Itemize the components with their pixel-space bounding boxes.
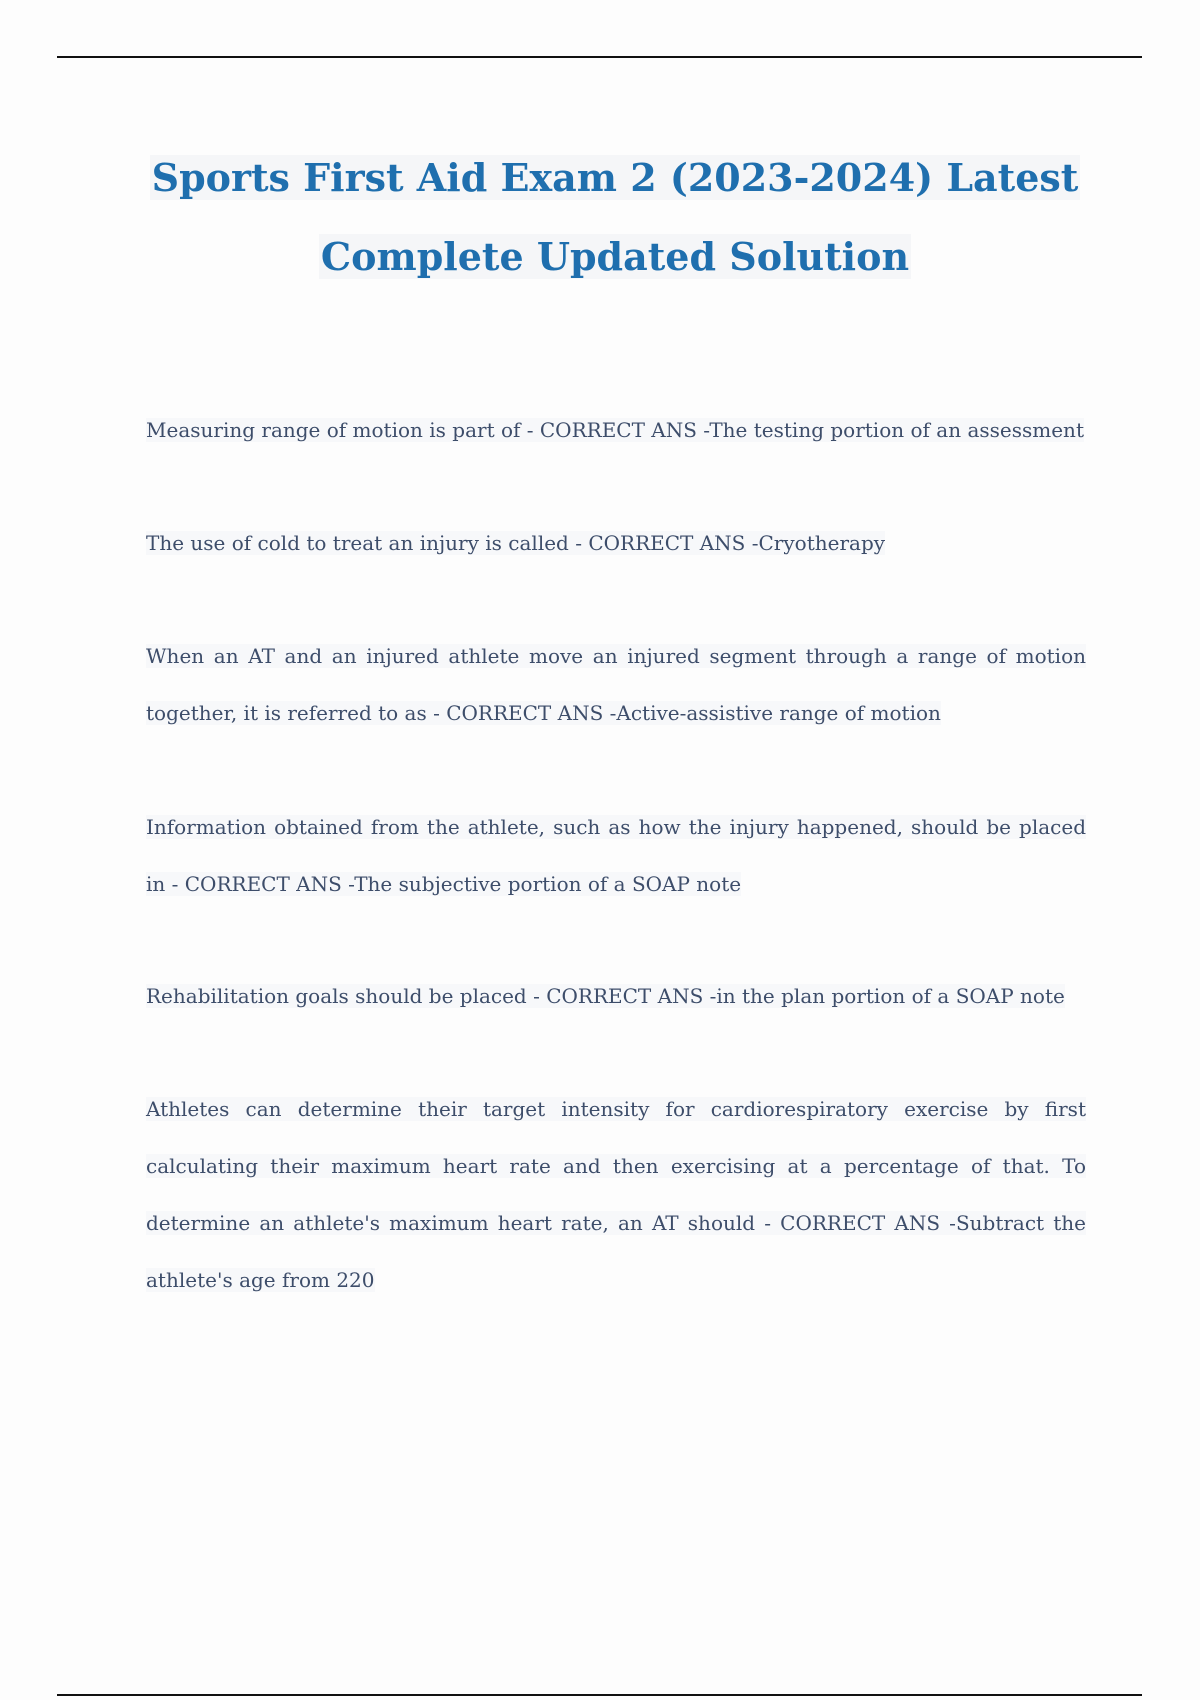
qa-entry-2 [146, 515, 1086, 572]
title-line-2: Complete Updated Solution [320, 234, 910, 279]
qa-entry-4-text: Information obtained from the athlete, such as how the injury happened, should be placed in - CORRECT ANS -The subjective portion of a SOAP note [146, 815, 1086, 896]
qa-entry-6-text: Athletes can determine their target intensity for cardiorespiratory exercise by first calculating their maximum heart rate and then exercising at a percentage of that. To determine an athlete's maximum heart rate, an AT should - CORRECT ANS -Subtract the athlete's age from 220 [146, 1097, 1086, 1292]
top-rule [57, 56, 1142, 58]
title-line-1: Sports First Aid Exam 2 (2023-2024) Latest [151, 155, 1079, 200]
qa-entry-1 [146, 402, 1086, 459]
qa-entry-3-text: When an AT and an injured athlete move an injured segment through a range of motion together, it is referred to as - CORRECT ANS -Active-assistive range of motion [146, 644, 1086, 725]
qa-entry-4 [146, 799, 1086, 913]
qa-entry-5 [146, 968, 1086, 1025]
qa-entry-1-text: Measuring range of motion is part of - CORRECT ANS -The testing portion of an assessment [146, 418, 1084, 442]
bottom-rule [57, 1694, 1142, 1696]
document-title [140, 138, 1090, 296]
qa-entry-2-text: The use of cold to treat an injury is called - CORRECT ANS -Cryotherapy [146, 531, 886, 555]
qa-entry-5-text: Rehabilitation goals should be placed - CORRECT ANS -in the plan portion of a SOAP note [146, 984, 1065, 1008]
qa-entry-3 [146, 628, 1086, 742]
qa-entry-6 [146, 1081, 1086, 1309]
